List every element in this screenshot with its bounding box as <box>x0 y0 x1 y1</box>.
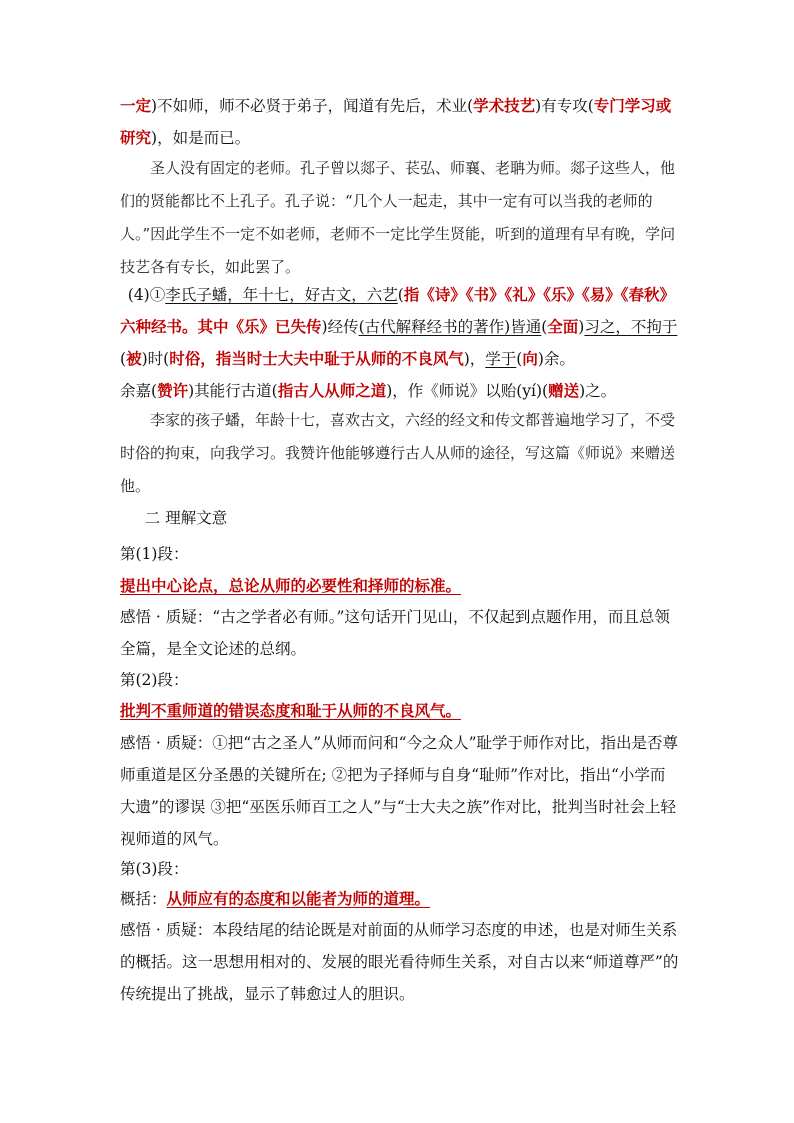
comment-text: ①把“古之圣人”从师而问和“今之众人”耻学于师作对比，指出是否尊师重道是区分圣愚的关键所在; ②把为子择师与自身“耻师”作对比，指出“小学而大遗”的谬误 ③把“巫医乐师百工之人”与“士大夫之族”作对比，批判当时社会上轻视师道的风气。 <box>120 734 678 848</box>
annotation: 赞许 <box>157 381 189 400</box>
text-span: )，如是而已。 <box>151 129 251 147</box>
section-2-label: 第(2)段： <box>120 671 189 689</box>
underlined-text: 皆通 <box>510 318 542 336</box>
text-span: )之。 <box>579 382 617 400</box>
section-1-comment <box>120 601 680 665</box>
section-3-summary <box>120 883 680 915</box>
text-span: )有专攻( <box>535 97 594 115</box>
underlined-text: 李氏子蟠，年十七，好古文，六艺 <box>165 286 398 304</box>
text-span: )不如师，师不必贤于弟子，闻道有先后，术业( <box>151 97 474 115</box>
underlined-text: (古代解释经书的著作) <box>358 318 511 336</box>
underlined-text: 习之，不拘于 <box>584 318 678 336</box>
annotation: 时俗，指当时士大夫中耻于从师的不良风气 <box>169 349 464 368</box>
annotation: 专门学习或研究 <box>120 96 672 147</box>
text-span: )时( <box>141 350 170 368</box>
text-span: 经传 <box>327 318 359 336</box>
text-paragraph-5 <box>120 375 680 407</box>
comment-prefix: 感悟 · 质疑： <box>120 921 213 939</box>
annotation: 一定 <box>120 96 152 115</box>
section-3-label: 第(3)段： <box>120 860 189 878</box>
annotation: 指古人从师之道 <box>277 381 387 400</box>
summary-text: 提出中心论点，总论从师的必要性和择师的标准。 <box>120 576 462 595</box>
item-number: (4)① <box>127 286 166 304</box>
summary-prefix: 概括： <box>120 890 167 908</box>
annotation: 学术技艺 <box>473 96 536 115</box>
underlined-text: 学于 <box>485 350 517 368</box>
section-3-comment <box>120 914 680 1010</box>
annotation: 全面 <box>547 317 579 336</box>
section-1-summary <box>120 570 680 602</box>
translation-paragraph-1: 圣人没有固定的老师。孔子曾以郯子、苌弘、师襄、老聃为师。郯子这些人，他们的贤能都比不上孔子。孔子说：“几个人一起走，其中一定有可以当我的老师的人。”因此学生不一定不如老师，老师不一定比学生贤能，听到的道理有早有晚，学问技艺各有专长，如此罢了。 <box>120 159 676 276</box>
comment-text: 本段结尾的结论既是对前面的从师学习态度的申述，也是对师生关系的概括。这一思想用相对的、发展的眼光看待师生关系，对自古以来“师道尊严”的传统提出了挑战，显示了韩愈过人的胆识。 <box>120 921 679 1003</box>
section-2-comment <box>120 727 680 855</box>
text-span: ) <box>321 318 328 336</box>
section-2-summary <box>120 695 680 727</box>
annotation: 赠送 <box>548 381 580 400</box>
text-span: ( <box>120 350 127 368</box>
comment-text: “古之学者必有师。”这句话开门见山，不仅起到点题作用，而且总领全篇，是全文论述的总纲。 <box>120 608 670 658</box>
summary-text: 批判不重师道的错误态度和耻于从师的不良风气。 <box>120 701 462 720</box>
section-1-label: 第(1)段： <box>120 545 189 563</box>
annotation: 向 <box>522 349 538 368</box>
summary-text: 从师应有的态度和以能者为师的道理。 <box>166 889 431 908</box>
annotation: 被 <box>126 349 142 368</box>
text-paragraph-4 <box>120 279 680 375</box>
annotation: 指《诗》《书》《礼》《乐》《易》《春秋》六种经书。其中《乐》已失传 <box>120 285 676 336</box>
text-span: ( <box>516 350 523 368</box>
text-span: )余。 <box>537 350 575 368</box>
comment-prefix: 感悟 · 质疑： <box>120 734 213 752</box>
text-paragraph-1 <box>120 90 680 154</box>
text-span: ( <box>541 318 548 336</box>
text-span: ) <box>578 318 585 336</box>
text-span: 余嘉( <box>120 382 158 400</box>
text-span: )， <box>463 350 486 368</box>
text-span: )，作《师说》以贻(yí)( <box>386 382 549 400</box>
text-span: ( <box>397 286 404 304</box>
comment-prefix: 感悟 · 质疑： <box>120 608 213 626</box>
section-title: 二 理解文意 <box>144 509 228 527</box>
text-span: )其能行古道( <box>188 382 278 400</box>
translation-paragraph-2: 李家的孩子蟠，年龄十七，喜欢古文，六经的经文和传文都普遍地学习了，不受时俗的拘束，向我学习。我赞许他能够遵行古人从师的途径，写这篇《师说》来赠送他。 <box>120 411 676 495</box>
